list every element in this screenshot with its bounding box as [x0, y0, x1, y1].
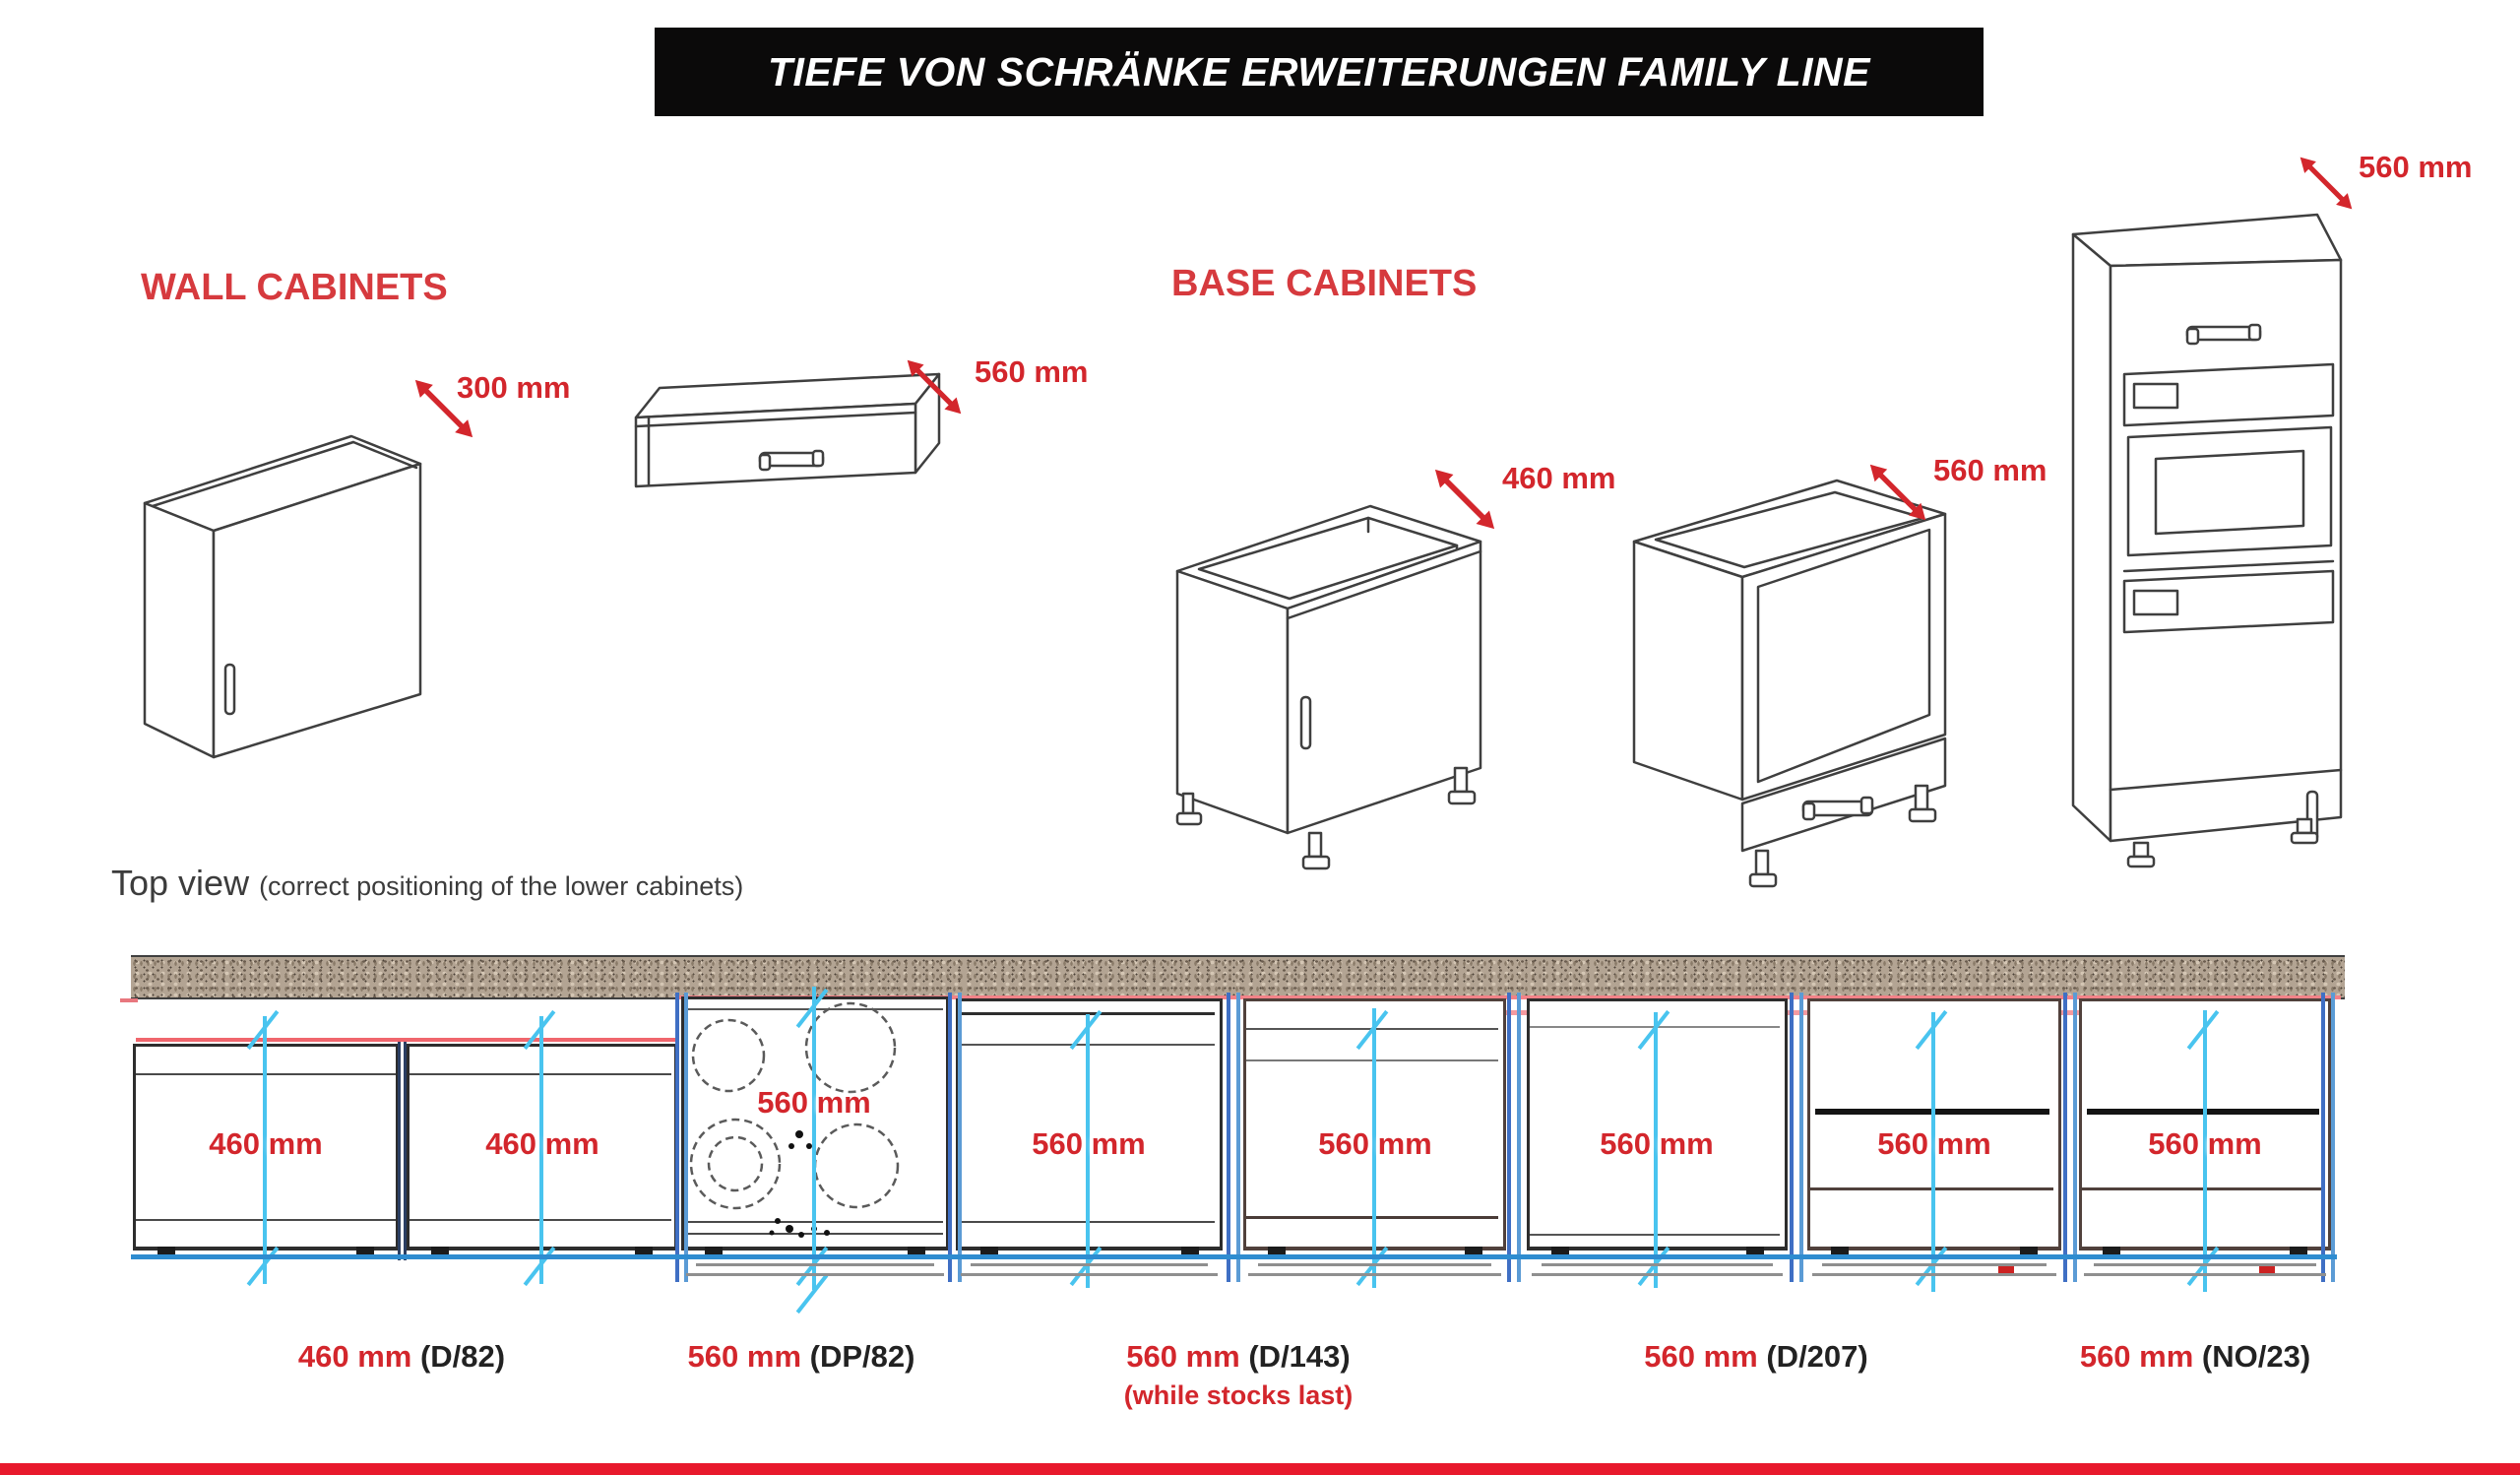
base-cabinets-heading: BASE CABINETS: [1171, 263, 1478, 304]
base-cabinet-oven-housing-drawing: [1620, 457, 1965, 890]
plinth-line: [1258, 1263, 1491, 1266]
plinth-line: [686, 1273, 944, 1276]
separator-line: [404, 1042, 407, 1260]
model-label-d207: 560 mm (D/207): [1644, 1339, 1868, 1374]
foot-tick: [1268, 1247, 1286, 1254]
blue-boundary-line: [675, 993, 679, 1282]
foot-tick: [2103, 1247, 2120, 1254]
wall-cabinets-heading: WALL CABINETS: [141, 267, 448, 308]
foot-tick: [431, 1247, 449, 1254]
front-alignment-line: [131, 1254, 2337, 1259]
dimension-arrow-icon: [1868, 463, 1927, 522]
plinth-line: [961, 1273, 1218, 1276]
model-label-no23: 560 mm (NO/23): [2079, 1339, 2311, 1374]
blue-boundary-line: [948, 993, 952, 1282]
blue-boundary-line: [1507, 993, 1511, 1282]
cabinet-depth-label: 560 mm: [1318, 1126, 1432, 1161]
wall-upright-dimension: 300 mm: [457, 370, 571, 405]
cabinet-depth-label: 560 mm: [1032, 1126, 1146, 1161]
plinth-line: [971, 1263, 1208, 1266]
top-view-subtitle: (correct positioning of the lower cabinets): [259, 871, 744, 901]
stock-note: (while stocks last): [1123, 1380, 1354, 1410]
cabinet-depth-label: 460 mm: [485, 1126, 599, 1161]
foot-tick: [356, 1247, 374, 1254]
wall-cabinet-upright-drawing: [131, 377, 436, 766]
page-title: TIEFE VON SCHRÄNKE ERWEITERUNGEN FAMILY LINE: [768, 48, 1870, 95]
foot-tick: [1181, 1247, 1199, 1254]
foot-tick: [2020, 1247, 2038, 1254]
cabinet-depth-label: 560 mm: [757, 1085, 871, 1120]
foot-tick: [908, 1247, 925, 1254]
tall-oven-dimension: 560 mm: [2359, 150, 2473, 184]
top-view-title: Top view: [111, 863, 250, 903]
plinth-line: [2094, 1263, 2316, 1266]
plinth-line: [696, 1263, 934, 1266]
blue-boundary-line: [684, 993, 688, 1282]
blue-boundary-line: [1799, 993, 1803, 1282]
red-line: [120, 998, 138, 1002]
wall-horizontal-dimension: 560 mm: [975, 354, 1089, 389]
foot-tick: [635, 1247, 653, 1254]
red-line-460: [136, 1038, 679, 1042]
plinth-line: [1248, 1273, 1501, 1276]
dimension-arrow-icon: [1433, 467, 1496, 532]
plinth-line: [1542, 1263, 1773, 1266]
cabinet-depth-label: 560 mm: [1600, 1126, 1714, 1161]
centerline: [812, 987, 816, 1290]
foot-tick: [1551, 1247, 1569, 1254]
title-banner: [655, 28, 1984, 116]
wall-cabinet-horizontal-drawing: [616, 366, 951, 514]
bottom-accent-bar: [0, 1463, 2520, 1475]
blue-boundary-line: [1517, 993, 1521, 1282]
plinth-mark: [2259, 1266, 2275, 1273]
cabinet-depth-label: 460 mm: [209, 1126, 323, 1161]
foot-tick: [1746, 1247, 1764, 1254]
foot-tick: [1831, 1247, 1849, 1254]
foot-tick: [2290, 1247, 2307, 1254]
separator-line: [398, 1042, 401, 1260]
plinth-line: [1532, 1273, 1783, 1276]
base-oven-dimension: 560 mm: [1933, 453, 2048, 487]
blue-boundary-line: [2063, 993, 2067, 1282]
cabinet-depth-label: 560 mm: [2148, 1126, 2262, 1161]
model-label-dp82: 560 mm (DP/82): [687, 1339, 915, 1374]
plinth-line: [2084, 1273, 2326, 1276]
blue-boundary-line: [1790, 993, 1794, 1282]
foot-tick: [980, 1247, 998, 1254]
blue-boundary-line: [1227, 993, 1230, 1282]
plinth-mark: [1998, 1266, 2014, 1273]
cabinet-depth-label: 560 mm: [1877, 1126, 1991, 1161]
dimension-arrow-icon: [902, 358, 967, 416]
blue-boundary-line: [2331, 993, 2335, 1282]
model-label-d82: 460 mm (D/82): [297, 1339, 506, 1374]
blue-boundary-line: [958, 993, 962, 1282]
plinth-line: [1812, 1273, 2056, 1276]
base-door-dimension: 460 mm: [1502, 461, 1616, 495]
foot-tick: [705, 1247, 723, 1254]
top-view-heading: [111, 863, 743, 904]
dimension-arrow-icon: [2298, 156, 2355, 211]
foot-tick: [1465, 1247, 1482, 1254]
blue-boundary-line: [2073, 993, 2077, 1282]
blue-boundary-line: [1236, 993, 1240, 1282]
blue-boundary-line: [2321, 993, 2325, 1282]
model-label-d143: 560 mm (D/143): [1126, 1339, 1351, 1374]
tall-oven-cabinet-drawing: [2049, 179, 2364, 868]
foot-tick: [158, 1247, 175, 1254]
